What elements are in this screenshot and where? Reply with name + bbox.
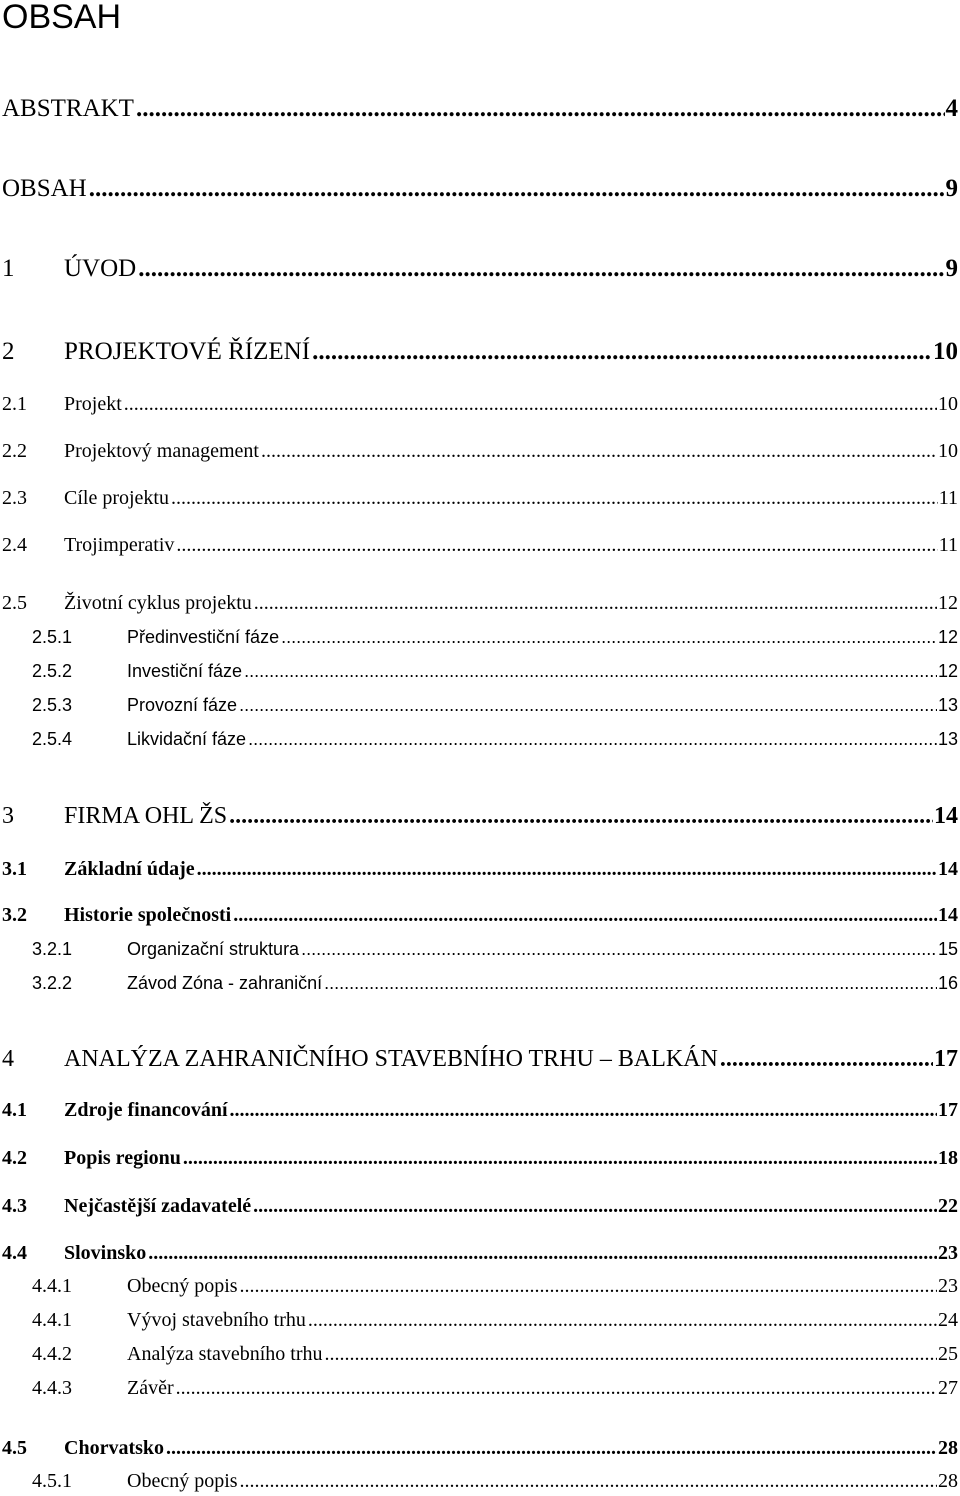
toc-entry-chapter-1[interactable]	[0, 255, 958, 283]
toc-leader-dots	[312, 338, 932, 366]
toc-leader-dots	[324, 973, 937, 994]
toc-entry-4-5[interactable]	[0, 1437, 958, 1460]
toc-entry-4-4-1b[interactable]	[0, 1309, 958, 1332]
toc-entry-chapter-3[interactable]	[0, 803, 958, 830]
toc-entry-number: 3.1	[2, 858, 27, 880]
toc-leader-dots	[197, 858, 937, 881]
toc-entry-number: 2.1	[2, 393, 27, 415]
toc-leader-dots	[720, 1046, 933, 1073]
toc-entry-page: 10	[938, 393, 958, 415]
toc-entry-number: 4.4.3	[32, 1377, 72, 1399]
toc-leader-dots	[229, 803, 933, 830]
toc-leader-dots	[253, 1195, 937, 1218]
toc-entry-page: 11	[938, 534, 958, 556]
toc-entry-page: 14	[938, 858, 958, 880]
toc-entry-number: 2.5.3	[32, 695, 73, 715]
toc-entry-number: 3.2.2	[32, 973, 73, 993]
toc-leader-dots	[325, 1343, 938, 1366]
toc-entry-number: 2.4	[2, 534, 27, 556]
toc-entry-page: 13	[937, 695, 958, 715]
toc-entry-4-4-2[interactable]	[0, 1343, 958, 1366]
toc-entry-number: 4.2	[2, 1147, 27, 1169]
toc-entry-label: Předinvestiční fáze	[127, 627, 280, 647]
toc-entry-page: 25	[938, 1343, 958, 1365]
toc-leader-dots	[239, 695, 937, 716]
toc-entry-4-4-1[interactable]	[0, 1275, 958, 1298]
toc-entry-number: 4.3	[2, 1195, 27, 1217]
toc-entry-number: 2.3	[2, 487, 27, 509]
toc-entry-4-4[interactable]	[0, 1242, 958, 1265]
toc-entry-4-1[interactable]	[0, 1099, 958, 1122]
toc-entry-2-5-4[interactable]	[0, 729, 958, 750]
toc-entry-label: FIRMA OHL ŽS	[64, 803, 228, 829]
toc-entry-page: 9	[945, 255, 958, 282]
toc-entry-label: Zdroje financování	[64, 1099, 228, 1121]
toc-leader-dots	[124, 393, 937, 416]
toc-entry-number: 4.1	[2, 1099, 27, 1121]
toc-entry-page: 14	[938, 904, 958, 926]
toc-entry-label: Historie společnosti	[64, 904, 232, 926]
toc-entry-label: Investiční fáze	[127, 661, 243, 681]
toc-entry-number: 4.4.2	[32, 1343, 72, 1365]
toc-entry-2-5-2[interactable]	[0, 661, 958, 682]
toc-entry-2-5-1[interactable]	[0, 627, 958, 648]
toc-leader-dots	[138, 255, 944, 283]
toc-leader-dots	[183, 1147, 937, 1170]
toc-entry-number: 3.2.1	[32, 939, 73, 959]
toc-entry-chapter-4[interactable]	[0, 1046, 958, 1073]
toc-leader-dots	[148, 1242, 937, 1265]
page-title: OBSAH	[2, 0, 122, 36]
toc-entry-page: 14	[934, 803, 958, 829]
toc-entry-page: 28	[938, 1437, 958, 1459]
toc-entry-page: 17	[934, 1046, 958, 1072]
toc-entry-page: 12	[937, 661, 958, 681]
toc-entry-page: 10	[933, 338, 958, 365]
toc-entry-label: Životní cyklus projektu	[64, 592, 252, 614]
toc-leader-dots	[136, 95, 945, 123]
toc-entry-number: 4.5.1	[32, 1470, 72, 1492]
toc-leader-dots	[254, 592, 937, 615]
toc-entry-2-5[interactable]	[0, 592, 958, 615]
toc-entry-2-2[interactable]	[0, 440, 958, 463]
toc-leader-dots	[308, 1309, 937, 1332]
toc-entry-page: 24	[938, 1309, 958, 1331]
toc-entry-obsah[interactable]	[0, 175, 958, 203]
toc-entry-page: 28	[938, 1470, 958, 1492]
toc-entry-3-2-1[interactable]	[0, 939, 958, 960]
toc-entry-label: Chorvatsko	[64, 1437, 165, 1459]
toc-entry-4-3[interactable]	[0, 1195, 958, 1218]
toc-entry-number: 4.4.1	[32, 1275, 72, 1297]
toc-leader-dots	[176, 534, 937, 557]
toc-entry-label: ÚVOD	[64, 255, 137, 282]
toc-entry-number: 3	[2, 803, 14, 829]
toc-entry-page: 23	[938, 1242, 958, 1264]
toc-entry-number: 2.2	[2, 440, 27, 462]
toc-leader-dots	[166, 1437, 937, 1460]
toc-entry-abstrakt[interactable]	[0, 95, 958, 123]
toc-entry-page: 18	[938, 1147, 958, 1169]
toc-entry-page: 12	[937, 627, 958, 647]
toc-entry-number: 2	[2, 338, 15, 365]
toc-leader-dots	[240, 1470, 937, 1493]
toc-leader-dots	[301, 939, 937, 960]
toc-entry-4-2[interactable]	[0, 1147, 958, 1170]
toc-leader-dots	[230, 1099, 937, 1122]
toc-entry-label: Popis regionu	[64, 1147, 181, 1169]
toc-entry-label: Provozní fáze	[127, 695, 238, 715]
toc-entry-number: 4.4.1	[32, 1309, 72, 1331]
toc-entry-number: 2.5.4	[32, 729, 73, 749]
toc-entry-number: 4.4	[2, 1242, 27, 1264]
toc-entry-label: Obecný popis	[127, 1470, 238, 1492]
toc-entry-2-3[interactable]	[0, 487, 958, 510]
toc-leader-dots	[176, 1377, 937, 1400]
toc-entry-page: 15	[937, 939, 958, 959]
toc-entry-label: Základní údaje	[64, 858, 195, 880]
toc-entry-3-2-2[interactable]	[0, 973, 958, 994]
toc-entry-label: Cíle projektu	[64, 487, 169, 509]
toc-entry-label: Projekt	[64, 393, 122, 415]
toc-entry-label: PROJEKTOVÉ ŘÍZENÍ	[64, 338, 311, 365]
toc-entry-page: 22	[938, 1195, 958, 1217]
toc-entry-number: 4.5	[2, 1437, 27, 1459]
toc-entry-4-5-1[interactable]	[0, 1470, 958, 1493]
toc-leader-dots	[233, 904, 937, 927]
toc-entry-label: Nejčastější zadavatelé	[64, 1195, 252, 1217]
toc-leader-dots	[171, 487, 938, 510]
toc-entry-number: 2.5.1	[32, 627, 73, 647]
toc-entry-2-5-3[interactable]	[0, 695, 958, 716]
toc-entry-number: 1	[2, 255, 15, 282]
toc-entry-number: 2.5	[2, 592, 27, 614]
toc-entry-2-4[interactable]	[0, 534, 958, 557]
toc-entry-page: 13	[937, 729, 958, 749]
toc-entry-label: Závěr	[127, 1377, 174, 1399]
toc-entry-label: Analýza stavebního trhu	[127, 1343, 323, 1365]
toc-entry-label: OBSAH	[2, 175, 87, 202]
toc-entry-page: 17	[938, 1099, 958, 1121]
toc-leader-dots	[244, 661, 937, 682]
toc-entry-4-4-3[interactable]	[0, 1377, 958, 1400]
toc-entry-label: Trojimperativ	[64, 534, 175, 556]
toc-entry-number: 2.5.2	[32, 661, 73, 681]
toc-entry-label: Závod Zóna - zahraniční	[127, 973, 323, 993]
toc-entry-label: Organizační struktura	[127, 939, 300, 959]
toc-leader-dots	[281, 627, 937, 648]
toc-entry-chapter-2[interactable]	[0, 338, 958, 366]
toc-entry-page: 16	[937, 973, 958, 993]
toc-entry-3-2[interactable]	[0, 904, 958, 927]
toc-entry-label: ANALÝZA ZAHRANIČNÍHO STAVEBNÍHO TRHU – BALKÁN	[64, 1046, 718, 1072]
toc-entry-page: 23	[938, 1275, 958, 1297]
toc-entry-number: 3.2	[2, 904, 27, 926]
toc-entry-page: 27	[938, 1377, 958, 1399]
toc-entry-page: 12	[938, 592, 958, 614]
toc-entry-label: ABSTRAKT	[2, 95, 134, 122]
toc-entry-page: 4	[945, 95, 958, 122]
toc-entry-page: 11	[938, 487, 958, 509]
toc-entry-label: Projektový management	[64, 440, 259, 462]
toc-entry-number: 4	[2, 1046, 14, 1072]
toc-entry-2-1[interactable]	[0, 393, 958, 416]
toc-leader-dots	[261, 440, 937, 463]
toc-entry-page: 9	[945, 175, 958, 202]
toc-entry-3-1[interactable]	[0, 858, 958, 881]
toc-leader-dots	[89, 175, 945, 203]
toc-entry-label: Obecný popis	[127, 1275, 238, 1297]
toc-leader-dots	[240, 1275, 937, 1298]
toc-entry-label: Likvidační fáze	[127, 729, 247, 749]
toc-entry-page: 10	[938, 440, 958, 462]
toc-entry-label: Vývoj stavebního trhu	[127, 1309, 306, 1331]
toc-leader-dots	[248, 729, 937, 750]
toc-entry-label: Slovinsko	[64, 1242, 147, 1264]
